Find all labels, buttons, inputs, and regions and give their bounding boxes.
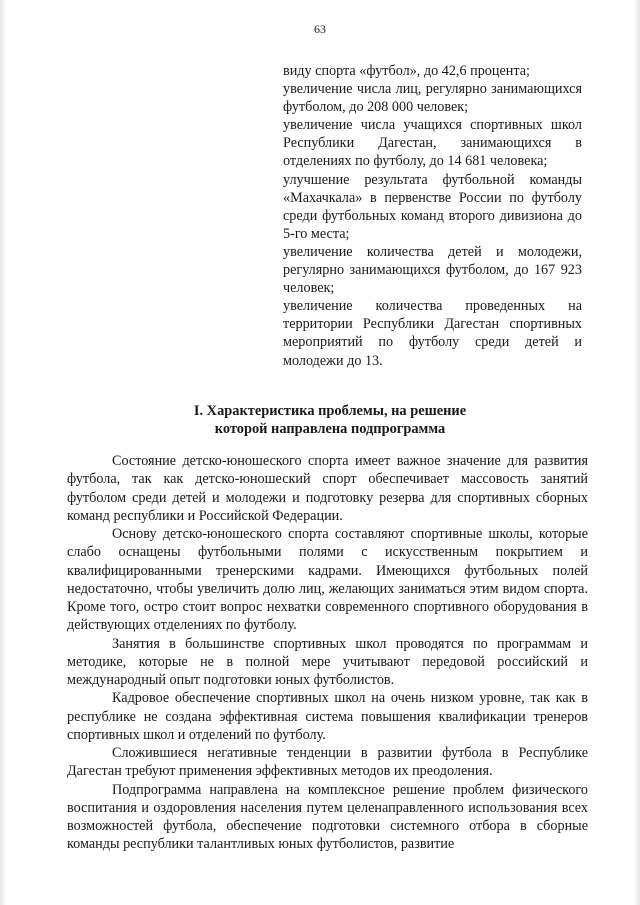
scan-edge-right [634, 0, 640, 905]
paragraph: Кадровое обеспечение спортивных школ на очень низком уровне, так как в республике не создана эффективная система повышения квалификации тренеров спортивных школ и отделений по футболу. [67, 690, 588, 743]
target-item: увеличение числа лиц, регулярно занимающихся футболом, до 208 000 человек; [283, 81, 582, 116]
target-item: увеличение количества детей и молодежи, регулярно занимающихся футболом, до 167 923 человек; [283, 243, 582, 297]
paragraph: Подпрограмма направлена на комплексное решение проблем физического воспитания и оздоровления населения путем целенаправленного использования всех возможностей футбола, обеспечение подготовки системного отбора в сборные команды республики талантливых юных футболистов, развитие [67, 781, 588, 853]
paragraph: Основу детско-юношеского спорта составляют спортивные школы, которые слабо оснащены футбольными полями с искусственным покрытием и квалифицированными тренерскими кадрами. Имеющихся футбольных полей недостаточно, чтобы увеличить долю лиц, желающих заниматься этим видом спорта. Кроме того, остро стоит вопрос нехватки современного спортивного оборудования в действующих отделениях по футболу. [67, 526, 588, 634]
target-item: улучшение результата футбольной команды «Махачкала» в первенстве России по футболу среди футбольных команд второго дивизиона до 5-го места; [283, 171, 582, 242]
scan-edge-left [0, 0, 6, 905]
section-title-line-2: которой направлена подпрограмма [214, 421, 446, 437]
target-item: виду спорта «футбол», до 42,6 процента; [283, 63, 530, 79]
paragraph: Состояние детско-юношеского спорта имеет важное значение для развития футбола, так как детско-юношеский спорт обеспечивает массовость занятий футболом среди детей и молодежи и подготовку резерва для спортивных сборных команд республики и Российской Федерации. [67, 453, 588, 524]
target-item: увеличение числа учащихся спортивных школ Республики Дагестан, занимающихся в отделениях по футболу, до 14 681 человека; [283, 117, 582, 170]
target-item: увеличение количества проведенных на территории Республики Дагестан спортивных мероприятий по футболу среди детей и молодежи до 13. [283, 298, 582, 369]
target-indicators-list [283, 62, 582, 370]
body-text [67, 452, 588, 854]
section-title-line-1: I. Характеристика проблемы, на решение [193, 403, 467, 419]
paragraph: Сложившиеся негативные тенденции в развитии футбола в Республике Дагестан требуют применения эффективных методов их преодоления. [67, 745, 588, 780]
section-title [100, 402, 560, 438]
paragraph: Занятия в большинстве спортивных школ проводятся по программам и методике, которые не в полной мере учитывают передовой российский и международный опыт подготовки юных футболистов. [67, 635, 588, 688]
page-number: 63 [314, 22, 326, 36]
